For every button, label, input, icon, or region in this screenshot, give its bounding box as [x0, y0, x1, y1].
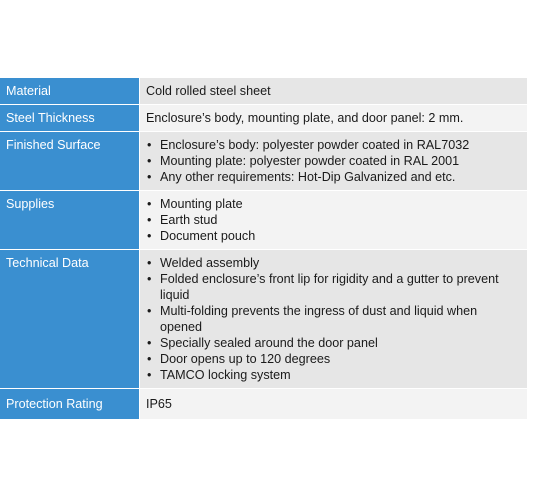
spec-label: Material	[0, 78, 140, 105]
spec-row-supplies	[0, 191, 527, 250]
spec-label: Steel Thickness	[0, 105, 140, 132]
list-item: • Door opens up to 120 degrees	[146, 351, 519, 367]
list-item: • Enclosure’s body: polyester powder coated in RAL7032	[146, 137, 519, 153]
spec-row-finished-surface	[0, 132, 527, 191]
spec-row-material	[0, 78, 527, 105]
spec-value	[140, 191, 527, 250]
spec-label: Supplies	[0, 191, 140, 250]
spec-row-protection-rating	[0, 389, 527, 420]
spec-label: Protection Rating	[0, 389, 140, 420]
spec-value	[140, 250, 527, 389]
list-item: • TAMCO locking system	[146, 367, 519, 383]
spec-value: Cold rolled steel sheet	[140, 78, 527, 105]
list-item: • Any other requirements: Hot-Dip Galvanized and etc.	[146, 169, 519, 185]
spec-value	[140, 132, 527, 191]
spec-value: IP65	[140, 389, 527, 420]
spec-table	[0, 78, 527, 420]
bullet-list	[146, 137, 519, 185]
list-item: • Specially sealed around the door panel	[146, 335, 519, 351]
spec-row-steel-thickness	[0, 105, 527, 132]
list-item: • Mounting plate	[146, 196, 519, 212]
list-item: • Mounting plate: polyester powder coated in RAL 2001	[146, 153, 519, 169]
list-item: • Welded assembly	[146, 255, 519, 271]
list-item: • Earth stud	[146, 212, 519, 228]
bullet-list	[146, 196, 519, 244]
spec-value: Enclosure’s body, mounting plate, and door panel: 2 mm.	[140, 105, 527, 132]
spec-label: Finished Surface	[0, 132, 140, 191]
bullet-list	[146, 255, 519, 383]
list-item: • Folded enclosure’s front lip for rigidity and a gutter to prevent liquid	[146, 271, 519, 303]
spec-row-technical-data	[0, 250, 527, 389]
list-item: • Multi-folding prevents the ingress of dust and liquid when opened	[146, 303, 519, 335]
list-item: • Document pouch	[146, 228, 519, 244]
spec-label: Technical Data	[0, 250, 140, 389]
